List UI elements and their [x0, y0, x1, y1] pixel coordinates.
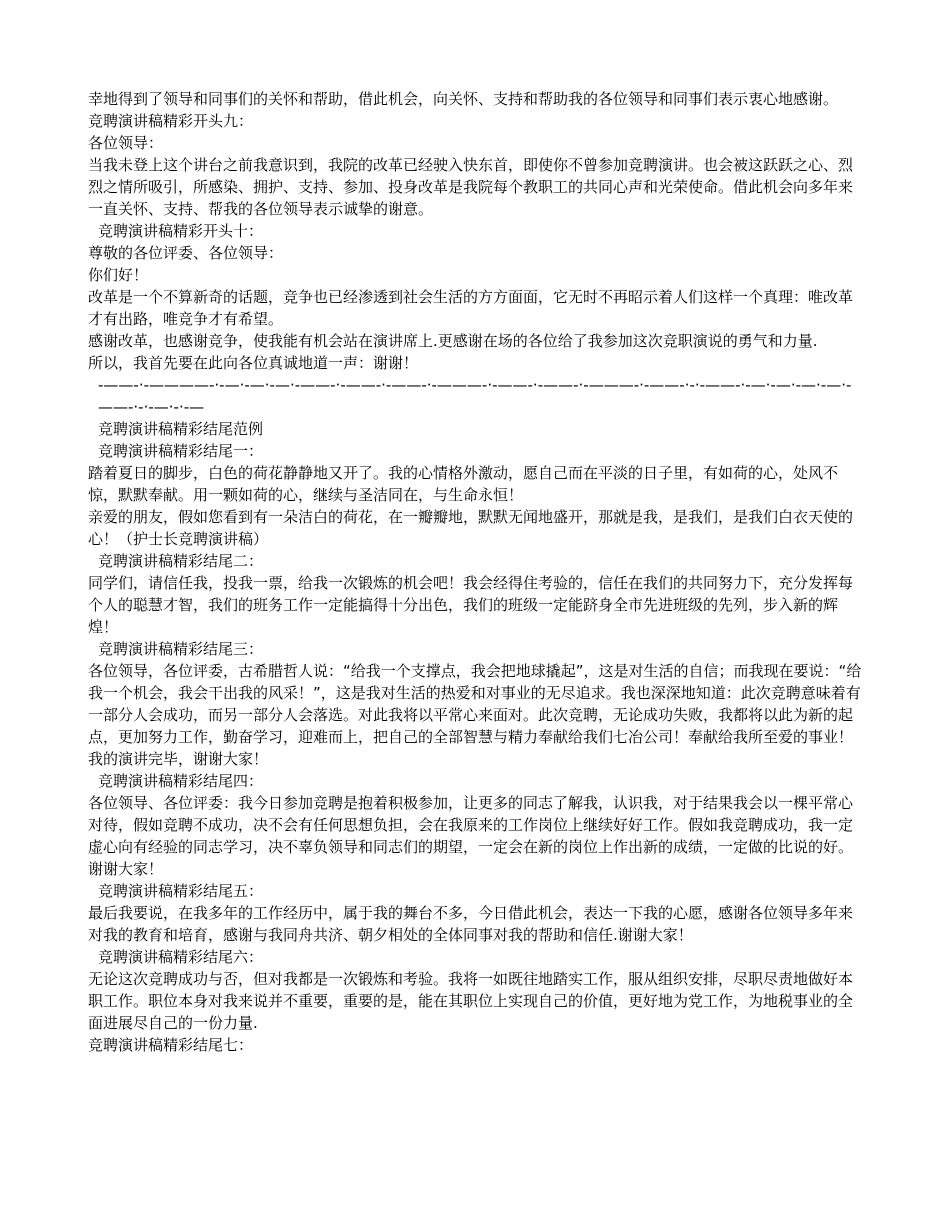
paragraph: 亲爱的朋友，假如您看到有一朵洁白的荷花，在一瓣瓣地，默默无闻地盛开，那就是我，是我们，是我们白衣天使的心！（护士长竞聘演讲稿）	[88, 508, 854, 548]
section-heading: 竞聘演讲稿精彩结尾三：	[98, 640, 264, 658]
section-heading: 竞聘演讲稿精彩结尾四：	[98, 772, 264, 790]
section-heading: 竞聘演讲稿精彩结尾五：	[98, 882, 264, 900]
paragraph: 各位领导，各位评委，古希腊哲人说：“给我一个支撑点，我会把地球撬起”，这是对生活的自信；而我现在要说：“给我一个机会，我会干出我的风采！”，这是我对生活的热爱和对事业的无尽追求。我也深深地知道：此次竞聘意味着有一部分人会成功，而另一部分人会落选。对此我将以平常心来面对。此次竞聘，无论成功失败，我都将以此为新的起点，更加努力工作，勤奋学习，迎难而上，把自己的全部智慧与精力奉献给我们七冶公司！奉献给我所至爱的事业！	[88, 662, 862, 746]
paragraph: 我的演讲完毕，谢谢大家！	[88, 750, 269, 768]
document-page	[88, 88, 864, 1056]
section-heading: 竞聘演讲稿精彩开头十：	[98, 222, 264, 240]
paragraph: 当我未登上这个讲台之前我意识到，我院的改革已经驶入快东首，即使你不曾参加竞聘演讲。也会被这跃跃之心、烈烈之情所吸引，所感染、拥护、支持、参加、投身改革是我院每个教职工的共同心声和光荣使命。借此机会向多年来一直关怀、支持、帮我的各位领导表示诚挚的谢意。	[88, 156, 854, 218]
paragraph: 感谢改革，也感谢竞争，使我能有机会站在演讲席上.更感谢在场的各位给了我参加这次竞职演说的勇气和力量.	[88, 332, 818, 350]
section-title: 竞聘演讲稿精彩结尾范例	[98, 420, 264, 438]
section-heading: 竞聘演讲稿精彩结尾二：	[98, 552, 264, 570]
paragraph: 幸地得到了领导和同事们的关怀和帮助，借此机会，向关怀、支持和帮助我的各位领导和同事们表示衷心地感谢。	[88, 90, 839, 108]
divider-line: -——-·-————-·-—·-—·-—·-——-·-——-·-——-·-———-·-——-·-——-·-———-·-——-·-·-——-·-—·-—·-—·-—·-——-·-·-—·-·-—	[98, 376, 852, 416]
paragraph: 踏着夏日的脚步，白色的荷花静静地又开了。我的心情格外激动，愿自己而在平淡的日子里，有如荷的心，处风不惊，默默奉献。用一颗如荷的心，继续与圣洁同在，与生命永恒！	[88, 464, 839, 504]
paragraph: 所以，我首先要在此向各位真诚地道一声：谢谢！	[88, 354, 419, 372]
greeting: 你们好！	[88, 266, 149, 284]
paragraph: 各位领导、各位评委：我今日参加竞聘是抱着积极参加，让更多的同志了解我，认识我，对于结果我会以一棵平常心对待，假如竞聘不成功，决不会有任何思想负担，会在我原来的工作岗位上继续好好工作。假如我竞聘成功，我一定虚心向有经验的同志学习，决不辜负领导和同志们的期望，一定会在新的岗位上作出新的成绩，一定做的比说的好。谢谢大家！	[88, 794, 854, 878]
paragraph: 同学们，请信任我，投我一票，给我一次锻炼的机会吧！我会经得住考验的，信任在我们的共同努力下，充分发挥每个人的聪慧才智，我们的班务工作一定能搞得十分出色，我们的班级一定能跻身全市先进班级的先列，步入新的辉煌！	[88, 574, 854, 636]
paragraph: 最后我要说，在我多年的工作经历中，属于我的舞台不多，今日借此机会，表达一下我的心愿，感谢各位领导多年来对我的教育和培育，感谢与我同舟共济、朝夕相处的全体同事对我的帮助和信任.谢谢大家！	[88, 904, 854, 944]
section-heading: 竞聘演讲稿精彩结尾六：	[98, 948, 264, 966]
section-heading: 竞聘演讲稿精彩开头九：	[88, 112, 254, 130]
section-heading: 竞聘演讲稿精彩结尾一：	[98, 442, 264, 460]
paragraph: 改革是一个不算新奇的话题，竞争也已经渗透到社会生活的方方面面，它无时不再昭示着人们这样一个真理：唯改革才有出路，唯竞争才有希望。	[88, 288, 854, 328]
paragraph: 无论这次竞聘成功与否，但对我都是一次锻炼和考验。我将一如既往地踏实工作，服从组织安排，尽职尽责地做好本职工作。职位本身对我来说并不重要，重要的是，能在其职位上实现自己的价值，更好地为党工作，为地税事业的全面进展尽自己的一份力量.	[88, 970, 854, 1032]
section-heading: 竞聘演讲稿精彩结尾七：	[88, 1036, 254, 1054]
salutation: 尊敬的各位评委、各位领导：	[88, 244, 284, 262]
salutation: 各位领导：	[88, 134, 164, 152]
